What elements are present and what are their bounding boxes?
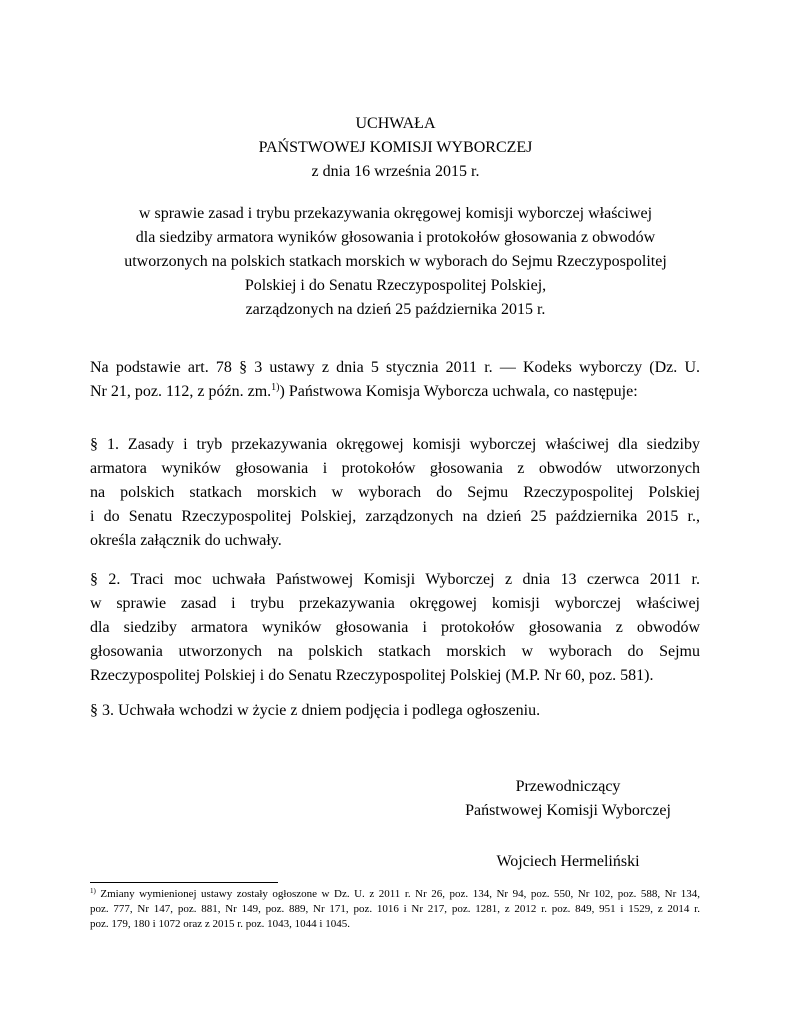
paragraph-line: na polskich statkach morskich w wyborach do Sejmu Rzeczypospolitej Polskiej xyxy=(90,484,700,501)
subject-line: zarządzonych na dzień 25 października 2015 r. xyxy=(245,301,546,318)
subject-line: utworzonych na polskich statkach morskich w wyborach do Sejmu Rzeczypospolitej xyxy=(124,253,667,270)
footnote-text: Zmiany wymienionej ustawy zostały ogłoszone w Dz. U. z 2011 r. Nr 26, poz. 134, Nr 94, poz. 550, Nr 102, poz. 588, Nr 134, xyxy=(95,888,700,900)
footnote-reference: 1) xyxy=(271,382,280,393)
paragraph-line: § 3. Uchwała wchodzi w życie z dniem podjęcia i podlega ogłoszeniu. xyxy=(90,702,541,719)
paragraph-line: określa załącznik do uchwały. xyxy=(90,532,282,549)
paragraph-1 xyxy=(90,433,700,553)
footnote-line xyxy=(90,887,700,902)
signatory-role-line: Przewodniczący xyxy=(515,778,621,795)
footnote-line: poz. 179, 180 i 1072 oraz z 2015 r. poz. 1043, 1044 i 1045. xyxy=(90,918,350,930)
footnote-divider xyxy=(90,882,278,883)
paragraph-line: § 2. Traci moc uchwała Państwowej Komisji Wyborczej z dnia 13 czerwca 2011 r. xyxy=(90,571,700,588)
resolution-title: UCHWAŁA xyxy=(355,115,436,132)
signatory-name: Wojciech Hermeliński xyxy=(496,853,640,870)
subject-line: Polskiej i do Senatu Rzeczypospolitej Polskiej, xyxy=(244,277,547,294)
footnote-marker: 1) xyxy=(90,887,96,895)
paragraph-2 xyxy=(90,568,700,688)
preamble-line: Na podstawie art. 78 § 3 ustawy z dnia 5 stycznia 2011 r. — Kodeks wyborczy (Dz. U. xyxy=(90,359,700,376)
paragraph-3 xyxy=(90,699,700,723)
paragraph-line: § 1. Zasady i tryb przekazywania okręgowej komisji wyborczej właściwej dla siedziby xyxy=(90,436,700,453)
subject-line: w sprawie zasad i trybu przekazywania okręgowej komisji wyborczej właściwej xyxy=(138,205,653,222)
signatory-role xyxy=(438,775,698,823)
paragraph-line: Rzeczypospolitej Polskiej i do Senatu Rzeczypospolitej Polskiej (M.P. Nr 60, poz. 581). xyxy=(90,667,654,684)
resolution-header xyxy=(60,112,731,184)
preamble xyxy=(90,356,700,404)
paragraph-line: dla siedziby armatora wyników głosowania i protokołów głosowania z obwodów xyxy=(90,619,700,636)
preamble-text: ) Państwowa Komisja Wyborcza uchwala, co następuje: xyxy=(279,383,638,400)
paragraph-line: armatora wyników głosowania i protokołów głosowania z obwodów utworzonych xyxy=(90,460,700,477)
resolution-date: z dnia 16 września 2015 r. xyxy=(311,163,480,180)
preamble-text: Nr 21, poz. 112, z późn. zm. xyxy=(90,383,272,400)
preamble-line xyxy=(90,380,700,404)
paragraph-line: w sprawie zasad i trybu przekazywania okręgowej komisji wyborczej właściwej xyxy=(90,595,700,612)
resolution-subject xyxy=(60,202,731,322)
paragraph-line: głosowania utworzonych na polskich statkach morskich w wyborach do Sejmu xyxy=(90,643,700,660)
issuing-body: PAŃSTWOWEJ KOMISJI WYBORCZEJ xyxy=(258,139,533,156)
signatory-role-line: Państwowej Komisji Wyborczej xyxy=(465,802,671,819)
footnote-line: poz. 777, Nr 147, poz. 881, Nr 149, poz. 889, Nr 171, poz. 1016 i Nr 217, poz. 1281, z 2012 r. poz. 849, 951 i 1529, z 2014 r. xyxy=(90,903,700,915)
subject-line: dla siedziby armatora wyników głosowania i protokołów głosowania z obwodów xyxy=(135,229,656,246)
footnote xyxy=(90,887,700,932)
paragraph-line: i do Senatu Rzeczypospolitej Polskiej, zarządzonych na dzień 25 października 2015 r., xyxy=(90,508,700,525)
